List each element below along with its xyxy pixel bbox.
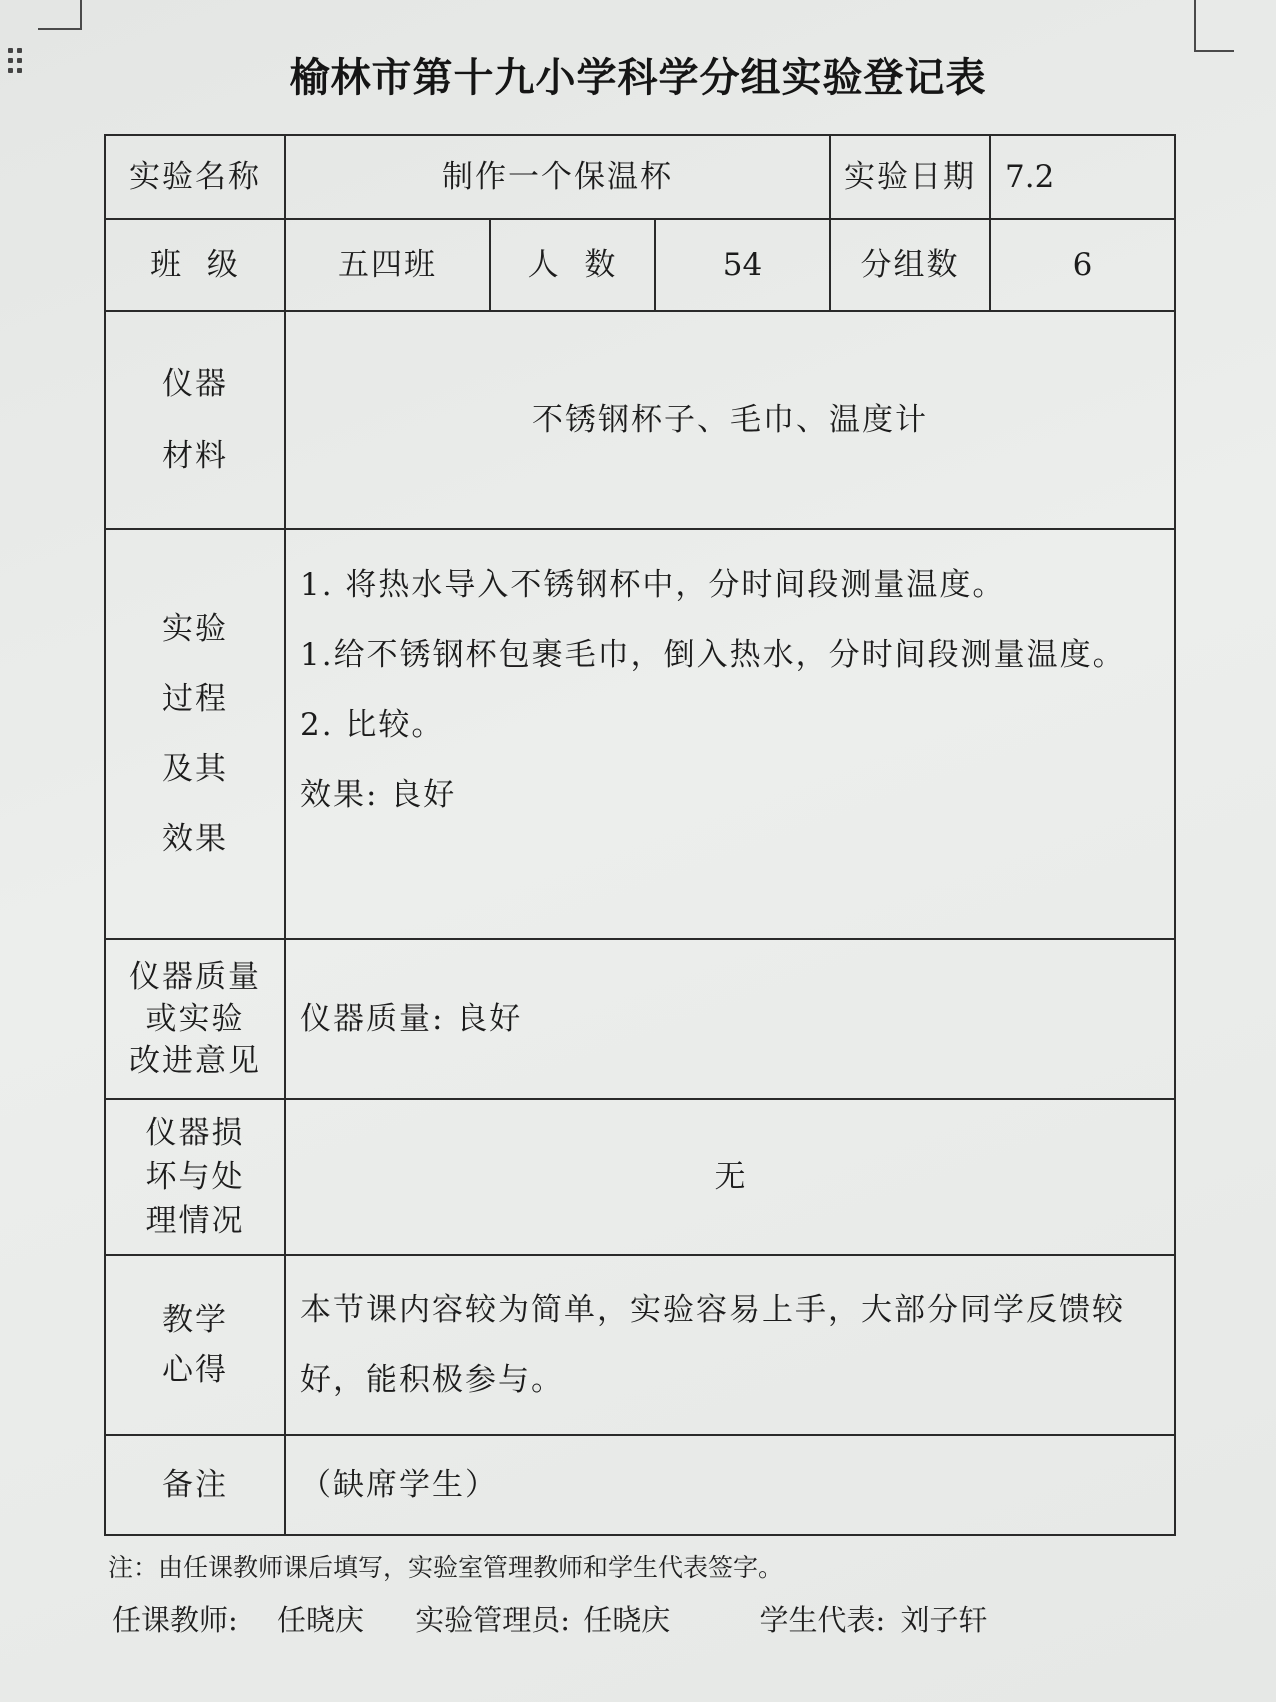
- process-content: [285, 529, 1175, 939]
- damage-label-line: 坏与处: [145, 1159, 245, 1195]
- damage-value: 无: [285, 1099, 1175, 1255]
- crop-mark-top-left: [38, 0, 82, 30]
- remarks-value: （缺席学生）: [285, 1435, 1175, 1535]
- process-label-line: 及其: [162, 751, 228, 787]
- admin-label: 实验管理员:: [415, 1603, 571, 1637]
- damage-label-line: 仪器损: [145, 1115, 245, 1151]
- row-quality: [105, 939, 1175, 1099]
- group-count-label: 分组数: [830, 219, 990, 311]
- process-step: 1. 将热水导入不锈钢杯中，分时间段测量温度。: [300, 567, 1006, 603]
- remarks-label: 备注: [105, 1435, 285, 1535]
- student-rep-label: 学生代表:: [759, 1603, 886, 1637]
- row-materials: [105, 311, 1175, 529]
- class-value: 五四班: [285, 219, 490, 311]
- student-count-label: 人 数: [490, 219, 655, 311]
- student-count-value: 54: [655, 219, 830, 311]
- reflection-label-cell: [105, 1255, 285, 1435]
- row-remarks: [105, 1435, 1175, 1535]
- reflection-label-line: 心得: [162, 1352, 228, 1388]
- row-experiment-name: [105, 135, 1175, 219]
- quality-label-line: 改进意见: [129, 1043, 261, 1079]
- damage-label-cell: [105, 1099, 285, 1255]
- experiment-date-label: 实验日期: [830, 135, 990, 219]
- row-reflection: [105, 1255, 1175, 1435]
- process-result: 效果: 良好: [300, 777, 457, 813]
- signature-line: [112, 1598, 1172, 1639]
- page-title: 榆林市第十九小学科学分组实验登记表: [289, 55, 987, 101]
- materials-label-cell: [105, 311, 285, 529]
- process-label-cell: [105, 529, 285, 939]
- process-label-line: 实验: [162, 611, 228, 647]
- process-label-line: 效果: [162, 821, 228, 857]
- class-label: 班 级: [105, 219, 285, 311]
- teacher-label: 任课教师:: [112, 1603, 238, 1637]
- admin-name: 任晓庆: [583, 1603, 671, 1637]
- row-damage: [105, 1099, 1175, 1255]
- process-label-line: 过程: [162, 681, 228, 717]
- materials-label-line: 仪器: [162, 366, 228, 402]
- student-rep-name: 刘子轩: [900, 1603, 988, 1637]
- row-process: [105, 529, 1175, 939]
- materials-value: 不锈钢杯子、毛巾、温度计: [285, 311, 1175, 529]
- experiment-date-value: 7.2: [990, 135, 1175, 219]
- footer-note: 注：由任课教师课后填写，实验室管理教师和学生代表签字。: [108, 1553, 784, 1582]
- reflection-value: 本节课内容较为简单，实验容易上手，大部分同学反馈较好，能积极参与。: [285, 1255, 1175, 1435]
- process-step: 1.给不锈钢杯包裹毛巾，倒入热水，分时间段测量温度。: [300, 637, 1126, 673]
- teacher-name: 任晓庆: [277, 1603, 365, 1637]
- quality-label-line: 或实验: [145, 1001, 245, 1037]
- registration-form-table: [104, 134, 1176, 1536]
- quality-label-line: 仪器质量: [129, 959, 261, 995]
- process-step: 2. 比较。: [300, 707, 445, 743]
- quality-label-cell: [105, 939, 285, 1099]
- damage-label-line: 理情况: [145, 1203, 245, 1239]
- experiment-name-label: 实验名称: [105, 135, 285, 219]
- row-class-info: [105, 219, 1175, 311]
- crop-mark-top-right: [1194, 0, 1234, 52]
- quality-value: 仪器质量: 良好: [285, 939, 1175, 1099]
- group-count-value: 6: [990, 219, 1175, 311]
- experiment-name-value: 制作一个保温杯: [285, 135, 830, 219]
- materials-label-line: 材料: [162, 438, 228, 474]
- reflection-label-line: 教学: [162, 1302, 228, 1338]
